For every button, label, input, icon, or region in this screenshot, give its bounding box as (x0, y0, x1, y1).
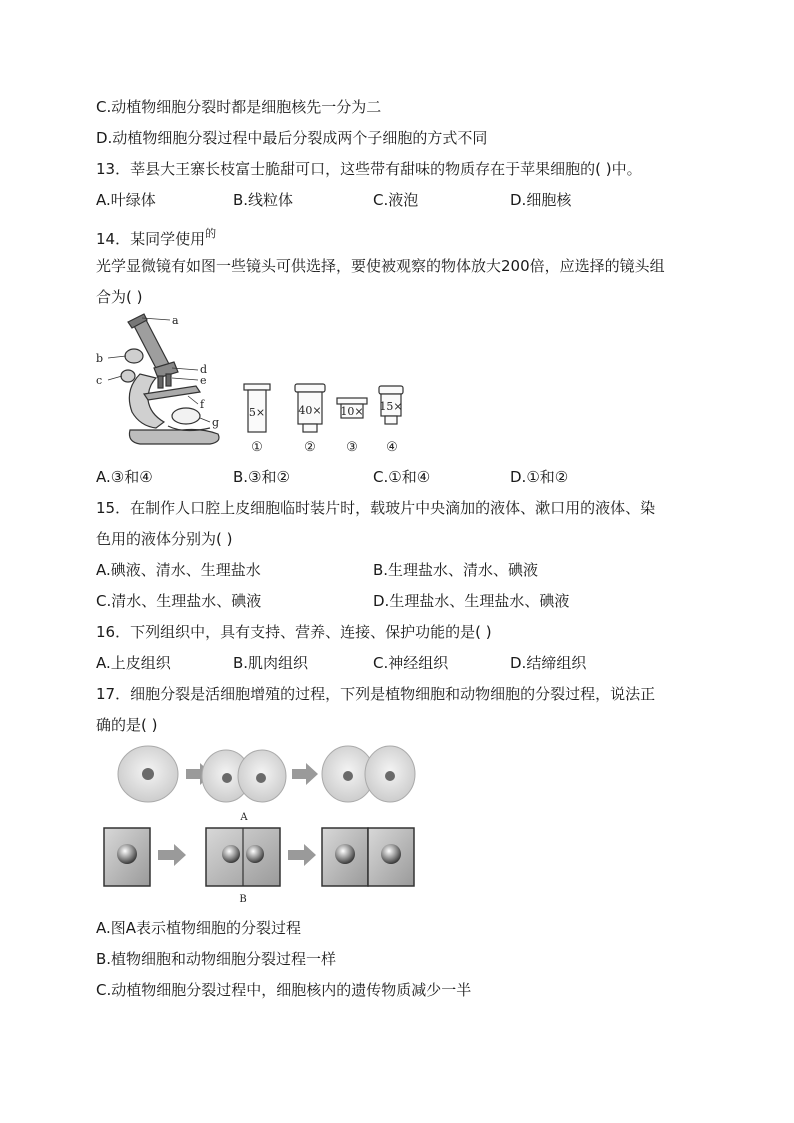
q13-option-b: B.线粒体 (233, 191, 294, 209)
animal-cell-row (118, 746, 415, 802)
cell-division-figure (100, 742, 420, 912)
q17-option-c: C.动植物细胞分裂过程中，细胞核内的遗传物质减少一半 (96, 981, 472, 999)
nucleus (256, 773, 266, 783)
stage (144, 386, 200, 400)
label-f: f (200, 398, 205, 411)
lens-4-tip (385, 416, 397, 424)
q13-option-d: D.细胞核 (510, 191, 572, 209)
question-16: 16．下列组织中，具有支持、营养、连接、保护功能的是( ) (96, 623, 492, 641)
q15-option-b: B.生理盐水、清水、碘液 (373, 561, 539, 579)
q16-option-a: A.上皮组织 (96, 654, 171, 672)
question-17-line1: 17．细胞分裂是活细胞增殖的过程，下列是植物细胞和动物细胞的分裂过程，说法正 (96, 685, 656, 703)
lens-3-rim (337, 398, 367, 404)
q13-option-c: C.液泡 (373, 191, 419, 209)
question-17-line2: 确的是( ) (96, 716, 158, 734)
nucleus (117, 844, 137, 864)
label-b: b (96, 352, 104, 365)
label-c: c (96, 374, 103, 387)
lens-1-rim (244, 384, 270, 390)
figure-label-b: B (239, 894, 247, 905)
q15-option-d: D.生理盐水、生理盐水、碘液 (373, 592, 570, 610)
arrow-icon (288, 844, 316, 866)
question-14-superscript: 的 (205, 227, 217, 240)
q14-option-d: D.①和② (510, 468, 569, 486)
q15-option-c: C.清水、生理盐水、碘液 (96, 592, 262, 610)
q14-option-a: A.③和④ (96, 468, 153, 486)
lens-4-number: ④ (386, 440, 398, 455)
arrow-icon (158, 844, 186, 866)
coarse-adjust-knob (125, 349, 143, 363)
option-d-previous: D.动植物细胞分裂过程中最后分裂成两个子细胞的方式不同 (96, 129, 488, 147)
mirror (172, 408, 200, 424)
nucleus (343, 771, 353, 781)
q14-option-b: B.③和② (233, 468, 290, 486)
plant-cell-row (104, 828, 414, 886)
q15-option-a: A.碘液、清水、生理盐水 (96, 561, 261, 579)
nucleus (335, 844, 355, 864)
question-14-start: 14．某同学使用 (96, 230, 206, 248)
nucleus (246, 845, 264, 863)
lens-2-number: ② (304, 440, 316, 455)
nucleus (222, 773, 232, 783)
microscope-base (129, 430, 219, 445)
question-14-line1 (96, 224, 216, 249)
lens-4-rim (379, 386, 403, 394)
lens-1-label: 5× (248, 406, 266, 419)
q14-option-c: C.①和④ (373, 468, 431, 486)
q13-option-a: A.叶绿体 (96, 191, 156, 209)
objective-lens (166, 374, 171, 386)
q17-option-a: A.图A表示植物细胞的分裂过程 (96, 919, 302, 937)
nucleus (381, 844, 401, 864)
label-a: a (172, 314, 179, 327)
lens-3-number: ③ (346, 440, 358, 455)
q16-option-b: B.肌肉组织 (233, 654, 309, 672)
question-14-line3: 合为( ) (96, 288, 143, 306)
lens-2-label: 40× (298, 404, 322, 417)
nucleus (142, 768, 154, 780)
objective-lens (158, 376, 163, 388)
question-15-line2: 色用的液体分别为( ) (96, 530, 233, 548)
q16-option-d: D.结缔组织 (510, 654, 587, 672)
lens-2-rim (295, 384, 325, 392)
lens-1-number: ① (251, 440, 263, 455)
label-g: g (212, 416, 220, 429)
question-15-line1: 15．在制作人口腔上皮细胞临时装片时，载玻片中央滴加的液体、漱口用的液体、染 (96, 499, 656, 517)
nucleus (385, 771, 395, 781)
lens-4-label: 15× (379, 400, 403, 413)
fine-adjust-knob (121, 370, 135, 382)
arrow-icon (292, 763, 318, 785)
question-13: 13．莘县大王寨长枝富士脆甜可口，这些带有甜味的物质存在于苹果细胞的( )中。 (96, 160, 642, 178)
figure-label-a: A (240, 812, 248, 823)
label-d: d (200, 363, 208, 376)
lens-3-label: 10× (340, 405, 364, 418)
q17-option-b: B.植物细胞和动物细胞分裂过程一样 (96, 950, 337, 968)
lens-2-tip (303, 424, 317, 432)
q16-option-c: C.神经组织 (373, 654, 449, 672)
label-e: e (200, 374, 207, 387)
nucleus (222, 845, 240, 863)
microscope-figure (92, 310, 422, 460)
option-c-previous: C.动植物细胞分裂时都是细胞核先一分为二 (96, 98, 382, 116)
question-14-line2: 光学显微镜有如图一些镜头可供选择，要使被观察的物体放大200倍，应选择的镜头组 (96, 257, 665, 275)
